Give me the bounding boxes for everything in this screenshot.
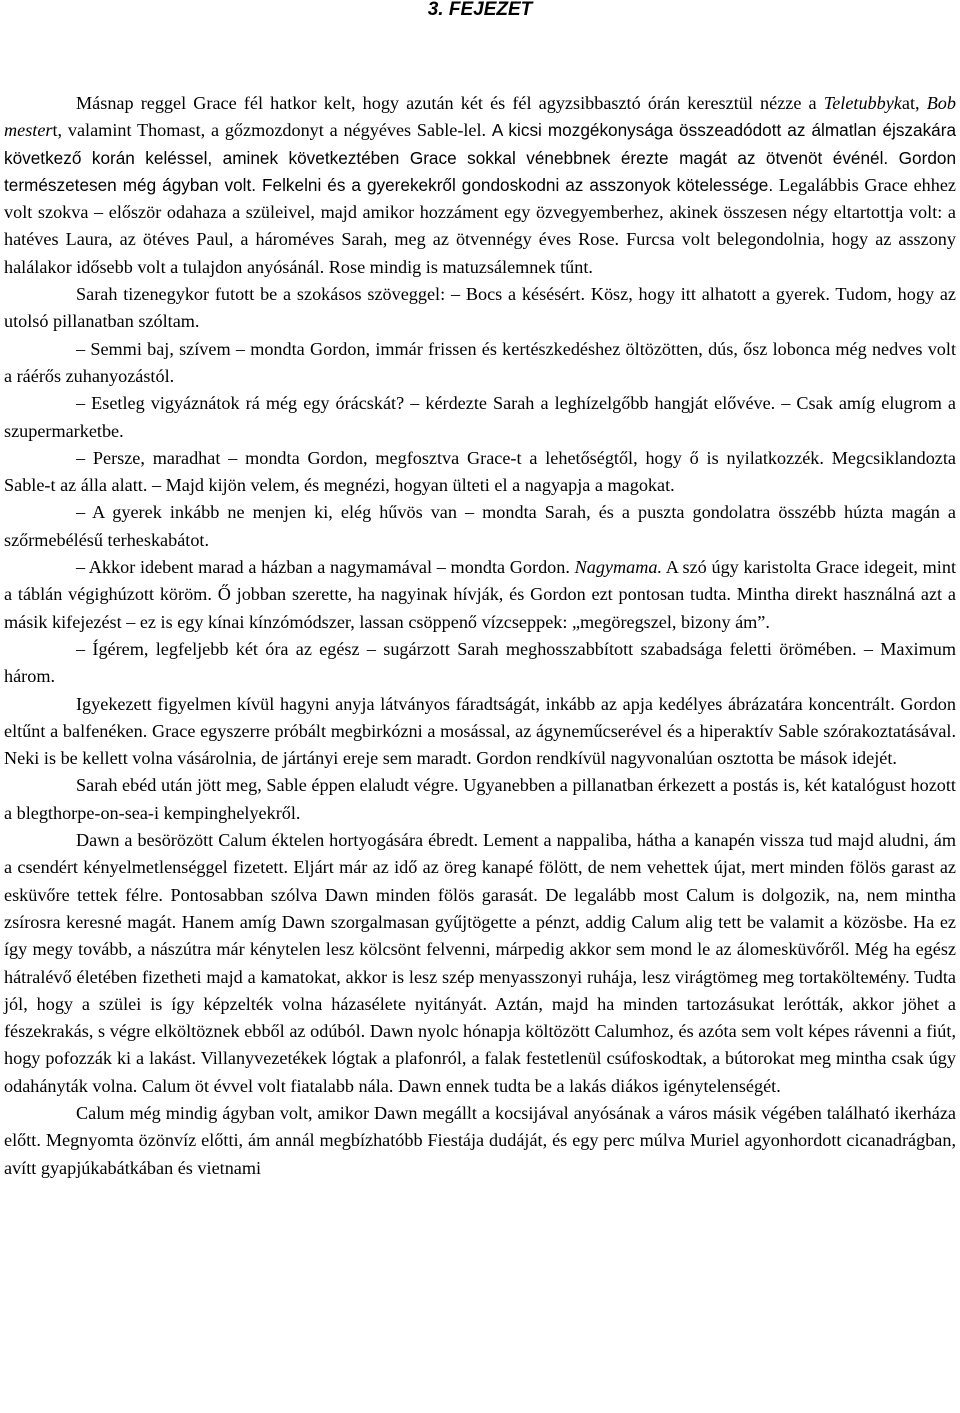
text-segment: Igyekezett figyelmen kívül hagyni anyja látványos fáradtságát, inkább az apja kedélyes ábrázatára koncentrált. Gordon eltűnt a balfenéken. Grace egyszerre próbált megbirkózni a mosással, az ágyneműcserével és a hiperaktív Sable szórakoztatásával. Neki is be kellett volna vásárolnia, de jártányi ereje sem maradt. Gordon rendkívül nagyvonalúan osztotta be mások idejét. [4, 693, 956, 769]
paragraph-7 [4, 554, 956, 636]
text-segment: – Semmi baj, szívem – mondta Gordon, immár frissen és kertészkedéshez öltözötten, dús, ősz lobonca még nedves volt a ráérős zuhanyozástól. [4, 338, 956, 386]
text-segment: t, valamint Thomast, a gőzmozdonyt a négyéves Sable-lel. [52, 120, 492, 141]
paragraph-2 [4, 281, 956, 336]
paragraph-11 [4, 827, 956, 1100]
text-segment: – Persze, maradhat – mondta Gordon, megfosztva Grace-t a lehetőségtől, hogy ő is nyilatkozzék. Megcsiklandozta Sable-t az álla alatt. – Majd kijön velem, és megnézi, hogyan ülteti el a nagyapja a magokat. [4, 447, 956, 496]
chapter-title: 3. FEJEZET [427, 0, 533, 20]
show-title-teletubbies: Teletubbyk [823, 93, 902, 113]
show-title-bob: Bob mester [4, 93, 956, 141]
paragraph-8 [4, 636, 956, 691]
text-segment: Sarah tizenegykor futott be a szokásos szöveggel: – Bocs a késésért. Kösz, hogy itt alhatott a gyerek. Tudom, hogy az utolsó pillanatban szóltam. [4, 284, 956, 332]
paragraph-3 [4, 336, 956, 391]
text-segment: A szó úgy karistolta Grace idegeit, mint a táblán végighúzott köröm. Ő jobban szerette, ha nagyinak hívják, és Gordon ezt pontosan tudta. Mintha direkt használná azt a másik kifejezést – ez is egy kínai kínzómódszer, lassan csöppenő vízcseppek: „megöregszel, bizony ám”. [4, 557, 957, 632]
text-segment: Dawn a besörözött Calum éktelen hortyogására ébredt. Lement a nappaliba, hátha a kanapén vissza tud majd aludni, ám a csendért kényelmetlenséggel fizetett. Eljárt már az idő az öreg kanapé fölött, de nem vehettek újat, mert minden fölös garast az esküvőre tettek félre. Pontosabban szólva Dawn minden fölös garasát. De legalább most Calum is dolgozik, na, nem mintha zsírosra keresné magát. Hanem amíg Dawn szorgalmasan gyűjtögette a pénzt, addig Calum alig tett be valamit a közösbe. Ha ez így megy tovább, a nászútra már kénytelen lesz kölcsönt felvenni, márpedig akkor sem mond le az álomesküvőről. Még ha egész hátralévő életében fizetheti majd a kamatokat, akkor is lesz szép menyasszonyi ruhája, lesz virágtömeg meg tortakölteмény. Tudta jól, hogy a szülei is így képzelték volna házasélete nyitányát. Aztán, majd ha minden tartozásukat lerótták, akkor jöhet a fészekrakás, s végre elköltöznek ebből az odúból. Dawn nyolc hónapja költözött Calumhoz, és azóta sem volt képes rávenni a fiút, hogy pofozzák ki a lakást. Villanyvezetékek lógtak a plafonról, a falak festetlenül csúfoskodtak, a bútorokat meg mintha csak úgy odahányták volna. Calum öt évvel volt fiatalabb nála. Dawn ennek tudta be a lakás diákos igénytelenségét. [4, 830, 956, 1096]
paragraph-1 [4, 90, 956, 281]
text-segment: – Ígérem, legfeljebb két óra az egész – sugárzott Sarah meghosszabbított szabadsága feletti örömében. – Maximum három. [4, 638, 956, 687]
paragraph-5 [4, 445, 956, 500]
paragraph-4 [4, 390, 956, 445]
text-segment: Másnap reggel Grace fél hatkor kelt, hogy azután két és fél agyzsibbasztó órán keresztül nézze a [76, 93, 824, 113]
text-segment-sans: A kicsi mozgékonysága összeadódott az álmatlan éjszakára következő korán keléssel, aminek következtében Grace sokkal vénebbnek érezte magát az ötvenöt événél. Gordon természetesen még ágyban volt. Felkelni és a gyerekekről gondoskodni az asszonyok kötelessége. [4, 120, 957, 195]
text-segment: at, [901, 93, 927, 113]
text-segment: Calum még mindig ágyban volt, amikor Dawn megállt a kocsijával anyósának a város másik végében található ikerháza előtt. Megnyomta özönvíz előtti, ám annál megbízhatóbb Fiestája dudáját, és egy perc múlva Muriel agyonhordott cicanadrágban, avítt gyapjúkabátkában és vietnami [4, 1102, 956, 1178]
text-segment: – Esetleg vigyáznátok rá még egy órácskát? – kérdezte Sarah a leghízelgőbb hangját elővéve. – Csak amíg elugrom a szupermarketbe. [4, 393, 956, 441]
paragraph-12 [4, 1100, 956, 1182]
chapter-body [4, 24, 956, 1182]
paragraph-6 [4, 499, 956, 554]
text-segment: – A gyerek inkább ne menjen ki, elég hűvös van – mondta Sarah, és a puszta gondolatra összébb húzta magán a szőrmebélésű terheskabátot. [4, 502, 956, 550]
paragraph-10 [4, 772, 956, 827]
text-segment: Legalábbis Grace ehhez volt szokva – először odahaza a szüleivel, majd amikor hozzáment egy özvegyemberhez, akinek összesen négy eltartottja volt: a hatéves Laura, az ötéves Paul, a hároméves Sarah, meg az ötvennégy éves Rose. Furcsa volt belegondolnia, hogy az asszony halálakor idősebb volt a tulajdon anyósánál. Rose mindig is matuzsálemnek tűnt. [4, 174, 957, 277]
text-segment: Sarah ebéd után jött meg, Sable éppen elaludt végre. Ugyanebben a pillanatban érkezett a postás is, két katalógust hozott a blegthorpe-on-sea-i kempinghelyekről. [4, 775, 956, 823]
paragraph-9 [4, 691, 956, 773]
emphasis-nagymama: Nagymama. [574, 557, 663, 578]
text-segment: – Akkor idebent marad a házban a nagymamával – mondta Gordon. [76, 557, 575, 578]
